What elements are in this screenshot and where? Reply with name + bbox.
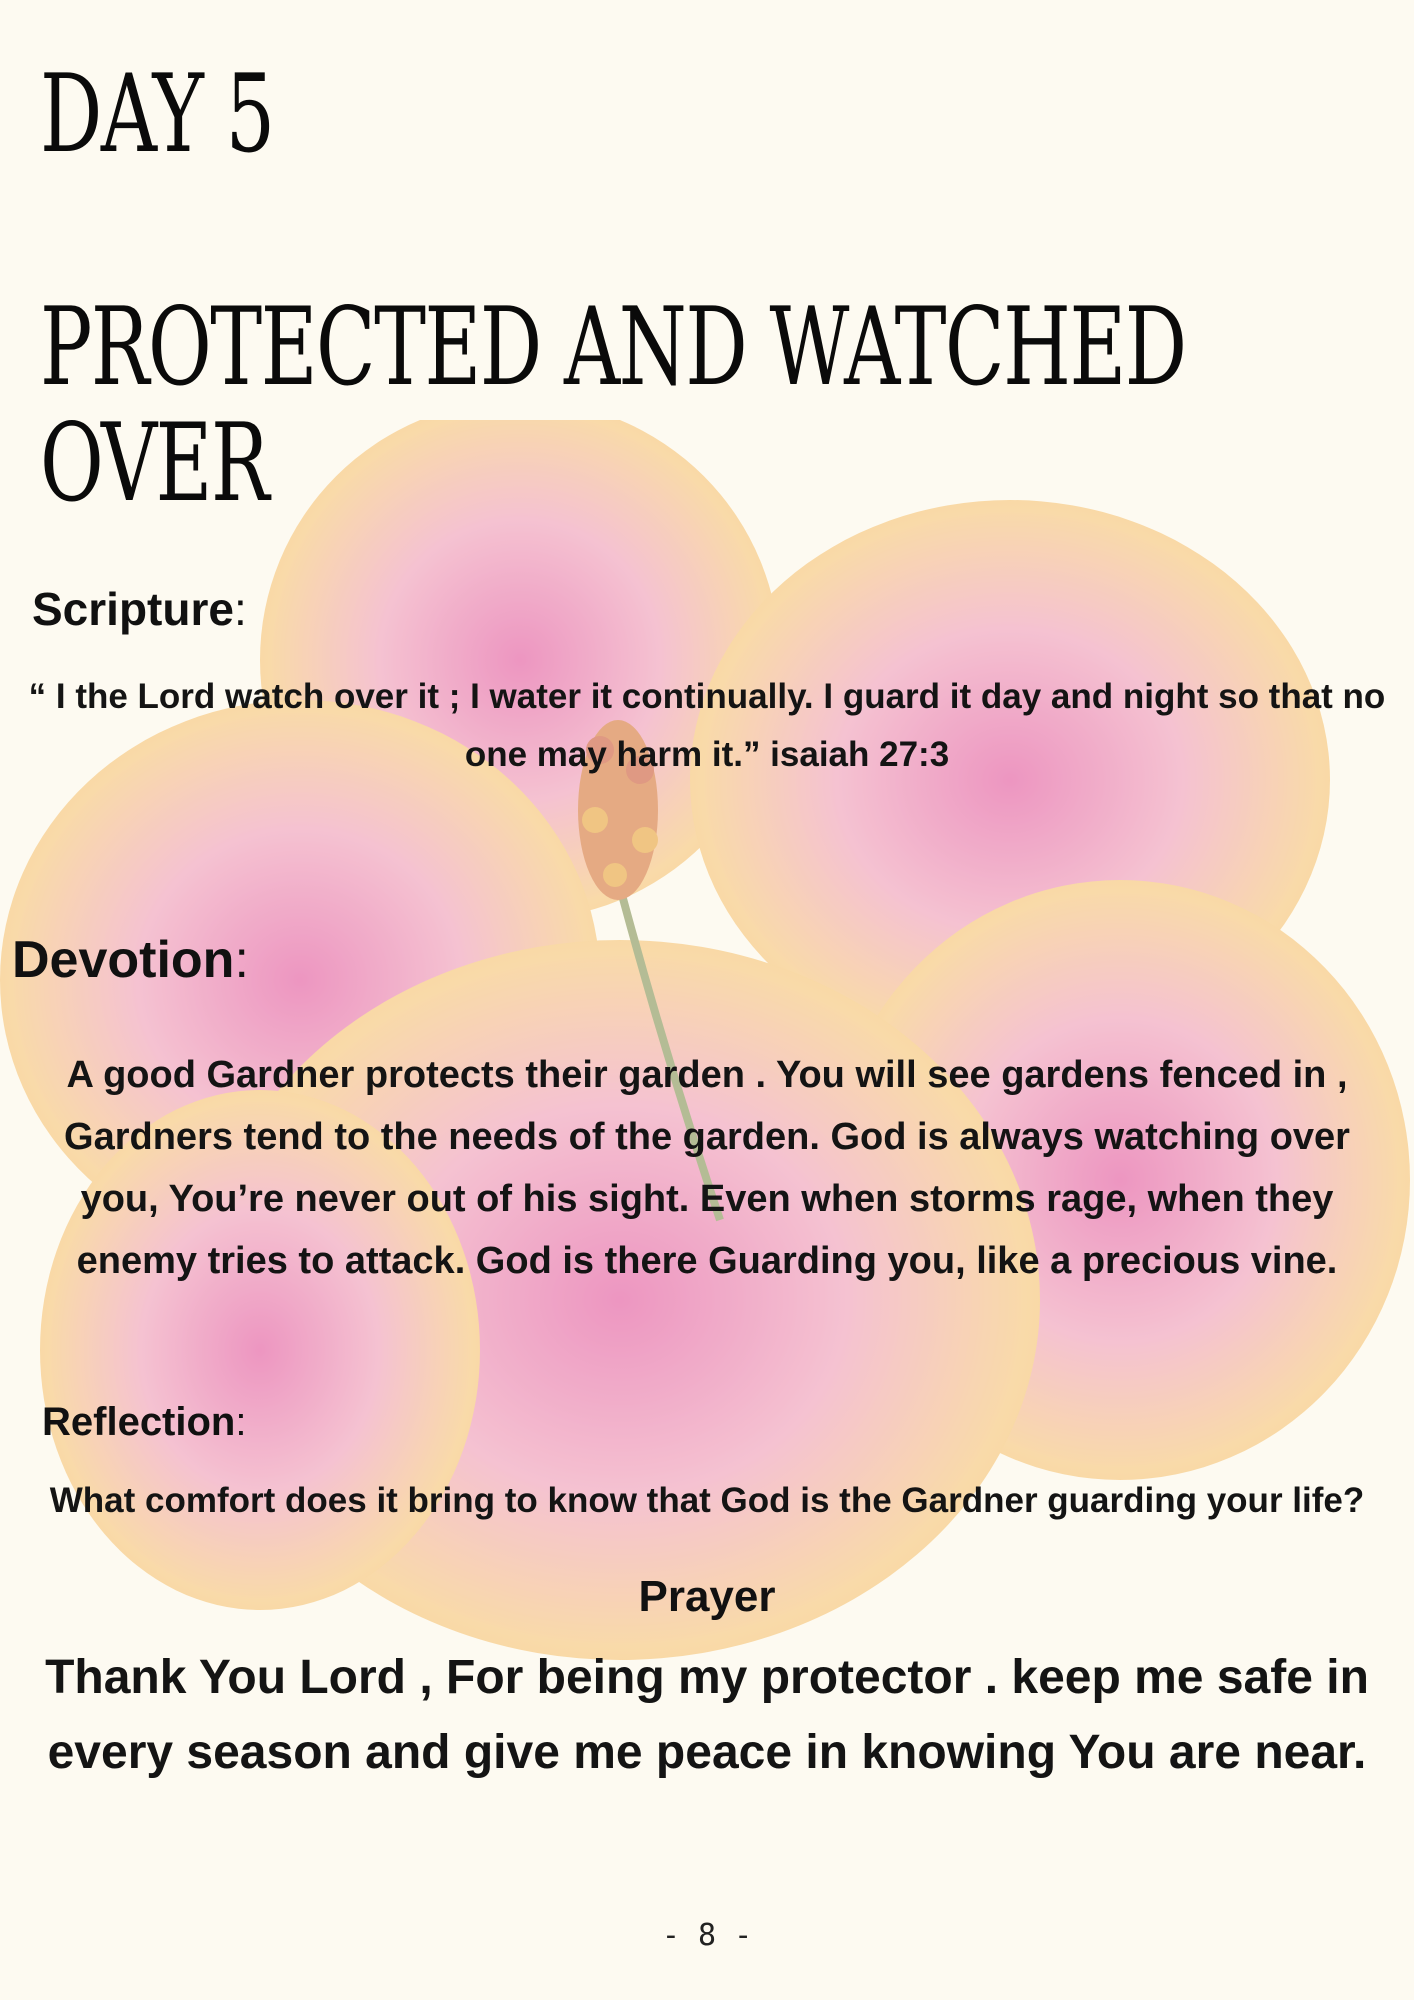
devotion-heading-label: Devotion [12,931,235,989]
page-title: PROTECTED AND WATCHED OVER [40,285,1186,526]
devotion-heading-colon: : [234,931,249,989]
reflection-question: What comfort does it bring to know that God is the Gardner guarding your life? [49,1481,1365,1520]
reflection-heading-colon: : [235,1400,247,1444]
devotion-text: A good Gardner protects their garden . You will see gardens fenced in , Gardners tend to the needs of the garden. God is always watching over you, You’re never out of his sight. Even when storms rage, when they enemy tries to attack. God is there Guarding you, like a precious vine. [64,1054,1350,1282]
page-number: - 8 - [661,1918,753,1953]
scripture-verse: “ I the Lord watch over it ; I water it continually. I guard it day and night so that no one may harm it.” isaiah 27:3 [28,677,1386,774]
prayer-text: Thank You Lord , For being my protector . keep me safe in every season and give me peace in knowing You are near. [45,1651,1369,1779]
reflection-heading-label: Reflection [42,1400,236,1444]
day-title: DAY 5 [40,52,274,177]
scripture-heading-colon: : [233,583,247,635]
prayer-heading: Prayer [638,1572,776,1621]
devotion-heading [12,930,249,990]
scripture-heading-label: Scripture [32,583,234,635]
scripture-heading [32,582,247,636]
reflection-heading [42,1400,246,1445]
